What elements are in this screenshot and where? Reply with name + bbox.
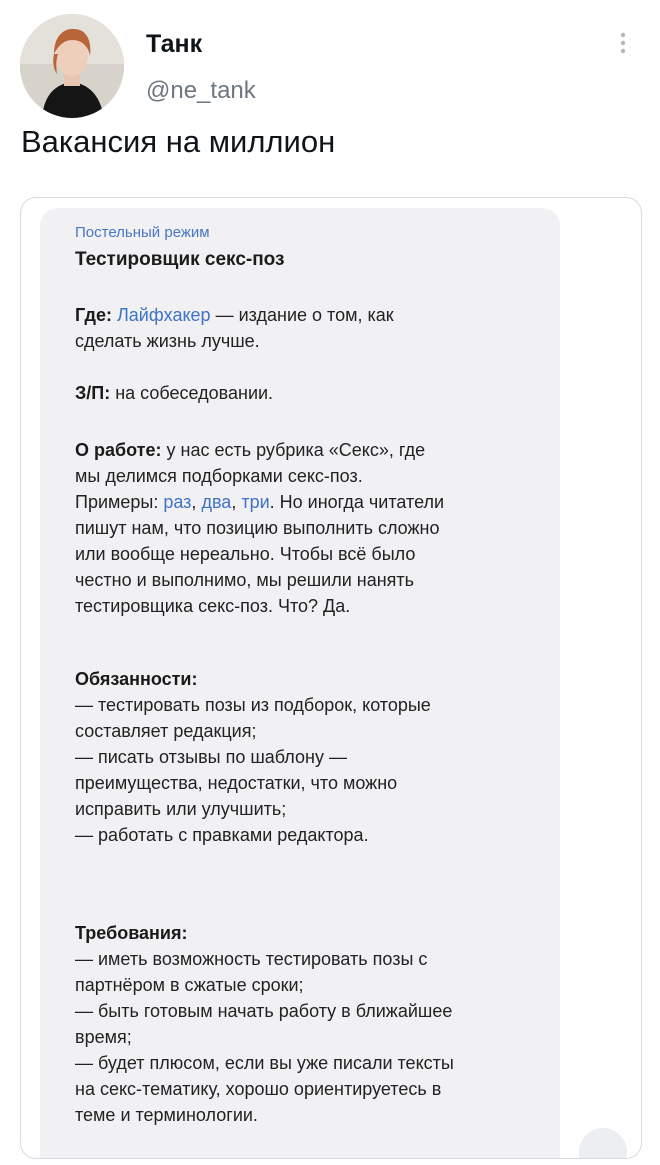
where-paragraph	[75, 302, 555, 354]
requirements-line: — быть готовым начать работу в ближайшее	[75, 1001, 453, 1021]
avatar-photo	[20, 14, 124, 118]
about-line-7: тестировщика секс-поз. Что? Да.	[75, 596, 351, 616]
where-line-2: сделать жизнь лучше.	[75, 331, 260, 351]
duties-line: исправить или улучшить;	[75, 799, 287, 819]
lifehacker-link[interactable]: Лайфхакер	[116, 305, 211, 325]
requirements-line: на секс-тематику, хорошо ориентируетесь в	[75, 1079, 442, 1099]
salary-value: на собеседовании.	[110, 383, 274, 403]
example-link-1[interactable]: раз	[163, 492, 192, 512]
where-label: Где:	[75, 305, 112, 325]
about-line-4: пишут нам, что позицию выполнить сложно	[75, 518, 440, 538]
author-handle[interactable]: @ne_tank	[146, 77, 256, 104]
about-label: О работе:	[75, 440, 162, 460]
example-separator-2: ,	[231, 492, 242, 512]
example-separator-1: ,	[191, 492, 202, 512]
requirements-line: — будет плюсом, если вы уже писали тексты	[75, 1053, 454, 1073]
author-name[interactable]: Танк	[146, 30, 203, 58]
duties-line: — тестировать позы из подборок, которые	[75, 695, 431, 715]
avatar[interactable]	[20, 14, 124, 118]
duties-label: Обязанности:	[75, 669, 198, 689]
requirements-line: теме и терминологии.	[75, 1105, 258, 1125]
requirements-paragraph	[75, 920, 555, 1128]
requirements-line: — иметь возможность тестировать позы с	[75, 949, 428, 969]
requirements-line: партнёром в сжатые сроки;	[75, 975, 304, 995]
about-line-3-prefix: Примеры:	[75, 492, 164, 512]
section-eyebrow[interactable]: Постельный режим	[75, 224, 210, 241]
requirements-line: время;	[75, 1027, 132, 1047]
salary-paragraph	[75, 380, 555, 406]
duties-line: составляет редакция;	[75, 721, 257, 741]
about-line-5: или вообще нереально. Чтобы всё было	[75, 544, 416, 564]
requirements-label: Требования:	[75, 923, 188, 943]
about-line-1: у нас есть рубрика «Секс», где	[161, 440, 426, 460]
screenshot-panel	[40, 208, 560, 1159]
about-paragraph	[75, 437, 555, 619]
about-line-6: честно и выполнимо, мы решили нанять	[75, 570, 415, 590]
salary-label: З/П:	[75, 383, 111, 403]
duties-paragraph	[75, 666, 555, 848]
example-link-3[interactable]: три	[241, 492, 270, 512]
media-card[interactable]	[20, 197, 642, 1159]
more-options-icon[interactable]	[611, 28, 635, 62]
duties-line: — работать с правками редактора.	[75, 825, 369, 845]
floating-action-button[interactable]	[579, 1128, 627, 1159]
duties-line: — писать отзывы по шаблону —	[75, 747, 347, 767]
about-line-2: мы делимся подборками секс-поз.	[75, 466, 363, 486]
duties-line: преимущества, недостатки, что можно	[75, 773, 398, 793]
where-text: — издание о том, как	[210, 305, 394, 325]
tweet-text: Вакансия на миллион	[21, 124, 336, 159]
about-line-3-rest: . Но иногда читатели	[269, 492, 445, 512]
vacancy-title: Тестировщик секс-поз	[75, 249, 285, 270]
example-link-2[interactable]: два	[201, 492, 232, 512]
